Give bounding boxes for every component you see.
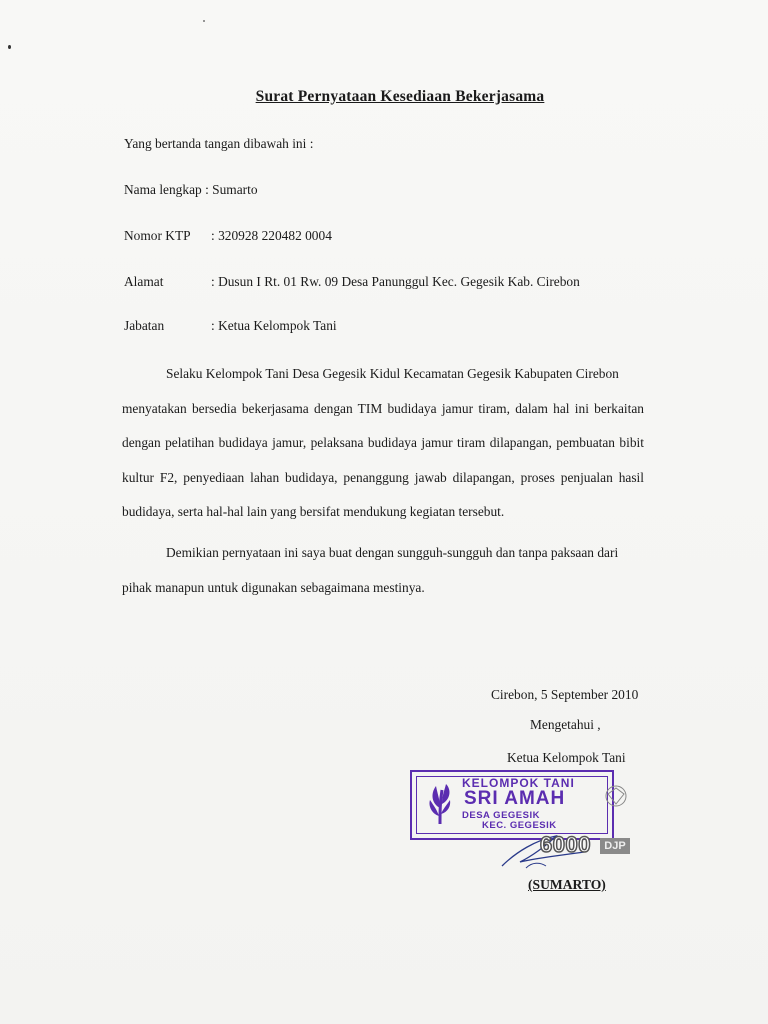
field-alamat-value: : Dusun I Rt. 01 Rw. 09 Desa Panunggul Kec. Gegesik Kab. Cirebon [211, 274, 580, 289]
field-nama-label: Nama lengkap [124, 182, 202, 197]
scan-speck [203, 20, 205, 22]
revenue-stamp-value: 6000 [540, 832, 591, 857]
revenue-stamp-label: DJP [600, 838, 630, 854]
field-nama-value: : Sumarto [205, 182, 258, 197]
field-ktp-label: Nomor KTP [124, 228, 191, 243]
paragraph-2 [122, 536, 644, 605]
stamp-line-3: DESA GEGESIK [462, 810, 540, 821]
field-ktp-value: : 320928 220482 0004 [211, 228, 332, 243]
stamp-line-1: KELOMPOK TANI [462, 776, 575, 790]
paragraph-1-first-line: Selaku Kelompok Tani Desa Gegesik Kidul Kecamatan Gegesik Kabupaten Cirebon [166, 366, 619, 381]
stamp-line-4: KEC. GEGESIK [482, 820, 557, 831]
field-alamat-label: Alamat [124, 274, 164, 289]
document-title: Surat Pernyataan Kesediaan Bekerjasama [255, 88, 545, 105]
field-jabatan-label: Jabatan [124, 318, 165, 333]
rice-plant-icon [420, 778, 460, 828]
paragraph-1 [122, 357, 644, 530]
place-date: Cirebon, 5 September 2010 [491, 687, 639, 702]
garuda-emblem-icon [604, 782, 628, 812]
mengetahui-label: Mengetahui , [530, 717, 601, 732]
paragraph-1-body: menyatakan bersedia bekerjasama dengan TIM budidaya jamur tiram, dalam hal ini berkaitan dengan pelatihan budidaya jamur, pelaksana budidaya jamur tiram dilapangan, pembuatan bibit kultur F2, penyediaan lahan budidaya, penanggung jawab dilapangan, proses penjualan hasil budidaya, serta hal-hal lain yang bersifat mendukung kegiatan tersebut. [122, 400, 644, 519]
signer-name: (SUMARTO) [528, 877, 606, 892]
scan-speck [8, 45, 11, 49]
organization-stamp [410, 770, 614, 840]
stamp-line-2: SRI AMAH [464, 788, 566, 809]
paragraph-2-body: pihak manapun untuk digunakan sebagaimana mestinya. [122, 579, 425, 595]
field-jabatan-value: : Ketua Kelompok Tani [211, 318, 337, 333]
signer-role: Ketua Kelompok Tani [507, 750, 626, 765]
paragraph-2-first-line: Demikian pernyataan ini saya buat dengan sungguh-sungguh dan tanpa paksaan dari [166, 545, 619, 560]
field-nama [124, 182, 258, 198]
intro-line: Yang bertanda tangan dibawah ini : [124, 136, 314, 151]
